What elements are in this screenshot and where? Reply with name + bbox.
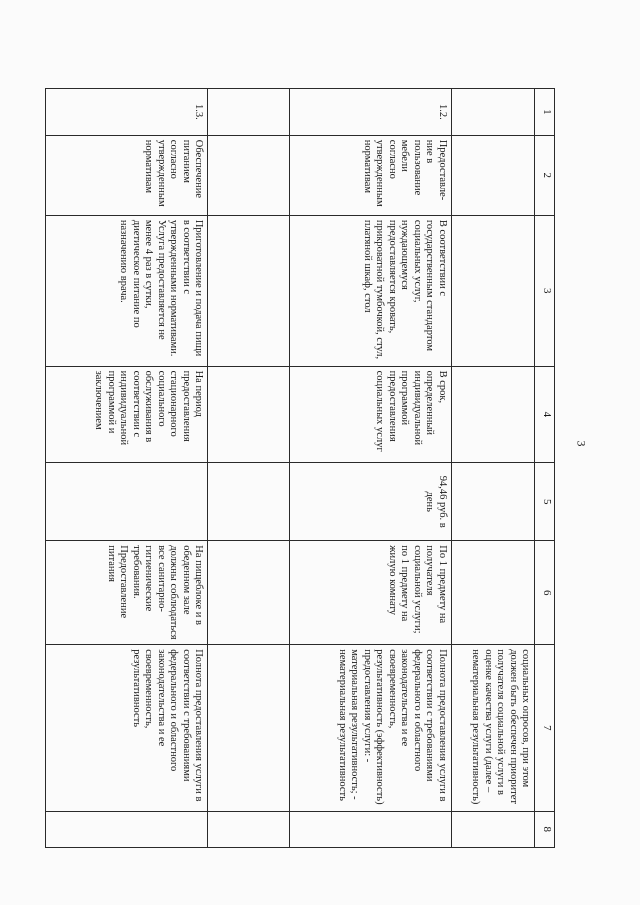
continuation-evaluation-cell: социальных опросов, при этом должен быть обеспечен приоритет получателя социальной услуги в оценке качества услуги (далее – нематериальная результативность)	[451, 645, 535, 811]
service-term-cell: В срок, определенный индивидуальной программой предоставления социальных услуг	[289, 366, 451, 463]
page-number: 3	[574, 440, 589, 447]
column-header-1: 1	[535, 89, 555, 136]
service-price-cell: 94,46 руб. в день	[289, 463, 451, 541]
services-table-container	[45, 88, 555, 848]
row-number: 1.3.	[46, 89, 208, 136]
column-header-2: 2	[535, 135, 555, 215]
services-table	[45, 88, 555, 848]
table-row-1-3	[46, 89, 208, 848]
service-description-cell: В соответствии с государственным стандартом социальных услуг, нуждающемуся предоставляется кровать, прикроватной тумбочкой, стул, платяной шкаф, стол	[289, 215, 451, 366]
column-header-4: 4	[535, 366, 555, 463]
column-header-7: 7	[535, 645, 555, 811]
service-name-cell: Предоставле-ние в пользование мебели согласно утвержденным нормативам	[289, 135, 451, 215]
column-header-3: 3	[535, 215, 555, 366]
service-evaluation-cell: Полнота предоставления услуги в соответствии с требованиями федерального и областного законодательства и ее своевременность, результативность (эффективность) предоставления услуги: - материальная результативность; - нематериальная результативность	[289, 645, 451, 811]
service-indicators-cell: По 1 предмету на получателя социальной услуги; по 1 предмету на жилую комнату	[289, 541, 451, 645]
service-name-cell: Обеспечение питанием согласно утвержденным нормативам	[46, 135, 208, 215]
service-term-cell: На период предоставления стационарного социального обслуживания в соответствии с индивидуальной программой и заключением	[46, 366, 208, 463]
row-number: 1.2.	[289, 89, 451, 136]
service-description-cell: Приготовление и подача пищи в соответствии с утвержденными нормативами. Услуга предоставляется не менее 4 раз в сутки, диетическое питание по назначению врача.	[46, 215, 208, 366]
column-header-5: 5	[535, 463, 555, 541]
table-row-spacer	[208, 89, 290, 848]
service-evaluation-cell: Полнота предоставления услуги в соответствии с требованиями федерального и областного законодательства и ее своевременность, результативность	[46, 645, 208, 811]
header-row	[535, 89, 555, 848]
table-row-1-2	[289, 89, 451, 848]
table-row-continuation	[451, 89, 535, 848]
column-header-6: 6	[535, 541, 555, 645]
column-header-8: 8	[535, 811, 555, 847]
service-indicators-cell: На пищеблоке и в обеденном зале должны соблюдаться все санитарно-гигиенические требования. Предоставление питания	[46, 541, 208, 645]
